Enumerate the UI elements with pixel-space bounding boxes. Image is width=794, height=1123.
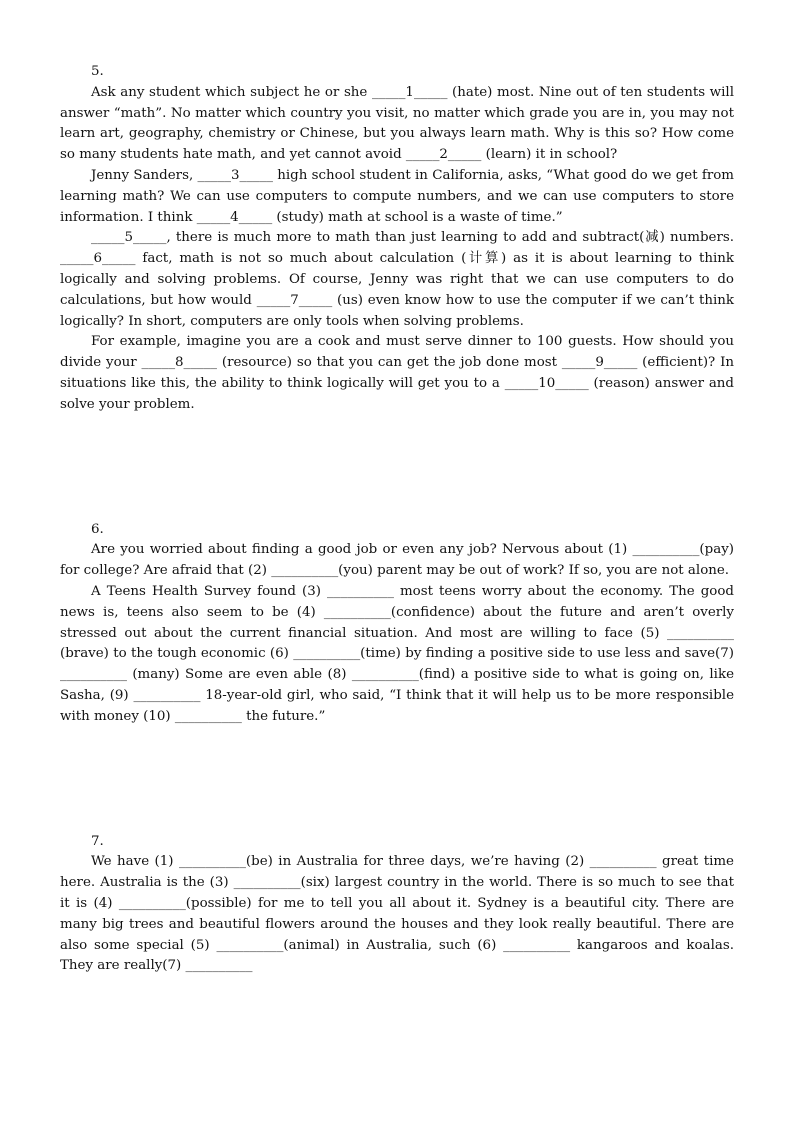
paragraph: For example, imagine you are a cook and must serve dinner to 100 guests. How should you divide your _____8_____ (resource) so that you can get the job done most _____9_____ (efficient)? In situations like this, the ability to think logically will get you to a _____10_____ (reason) answer and solve your problem. — [60, 334, 734, 412]
paragraph: We have (1) __________(be) in Australia for three days, we’re having (2) __________ great time here. Australia is the (3) __________(six) largest country in the world. There is so much to see that it is (4) __________(possible) for me to tell you all about it. Sydney is a beautiful city. There are many big trees and beautiful flowers around the houses and they look really beautiful. There are also some special (5) __________(animal) in Australia, such (6) __________ kangaroos and koalas. They are really(7) __________ — [60, 854, 734, 974]
paragraph: _____5_____, there is much more to math than just learning to add and subtract(减) numbers. _____6_____ fact, math is not so much about calculation (计算) as it is about learning to think logically and solving problems. Of course, Jenny was right that we can use computers to do calculations, but how would _____7_____ (us) even know how to use the computer if we can’t think logically? In short, computers are only tools when solving problems. — [60, 230, 734, 329]
paragraph: Are you worried about finding a good job or even any job? Nervous about (1) __________(pay) for college? Are afraid that (2) __________(you) parent may be out of work? If so, you are not alone. — [60, 542, 734, 579]
section-number: 6. — [91, 521, 104, 537]
section-7 — [60, 832, 734, 978]
spacer — [60, 728, 734, 832]
section-number: 7. — [91, 833, 104, 849]
paragraph: A Teens Health Survey found (3) __________ most teens worry about the economy. The good news is, teens also seem to be (4) __________(confidence) about the future and aren’t overly stressed out about the current financial situation. And most are willing to face (5) __________ (brave) to the tough economic (6) __________(time) by finding a positive side to use less and save(7) __________ (many) Some are even able (8) __________(find) a positive side to what is going on, like Sasha, (9) __________ 18-year-old girl, who said, “I think that it will help us to be more responsible with money (10) __________ the future.” — [60, 583, 734, 724]
paragraph: Jenny Sanders, _____3_____ high school student in California, asks, “What good do we get from learning math? We can use computers to compute numbers, and we can use computers to store information. I think _____4_____ (study) math at school is a waste of time.” — [60, 167, 734, 225]
section-number: 5. — [91, 64, 104, 79]
paragraph: Ask any student which subject he or she _____1_____ (hate) most. Nine out of ten students will answer “math”. No matter which country you visit, no matter which grade you are in, you may not learn art, geography, chemistry or Chinese, but you always learn math. Why is this so? How come so many students hate math, and yet cannot avoid _____2_____ (learn) it in school? — [60, 84, 734, 163]
spacer — [60, 416, 734, 520]
section-5 — [60, 62, 734, 416]
worksheet-page — [60, 62, 734, 977]
section-6 — [60, 520, 734, 728]
